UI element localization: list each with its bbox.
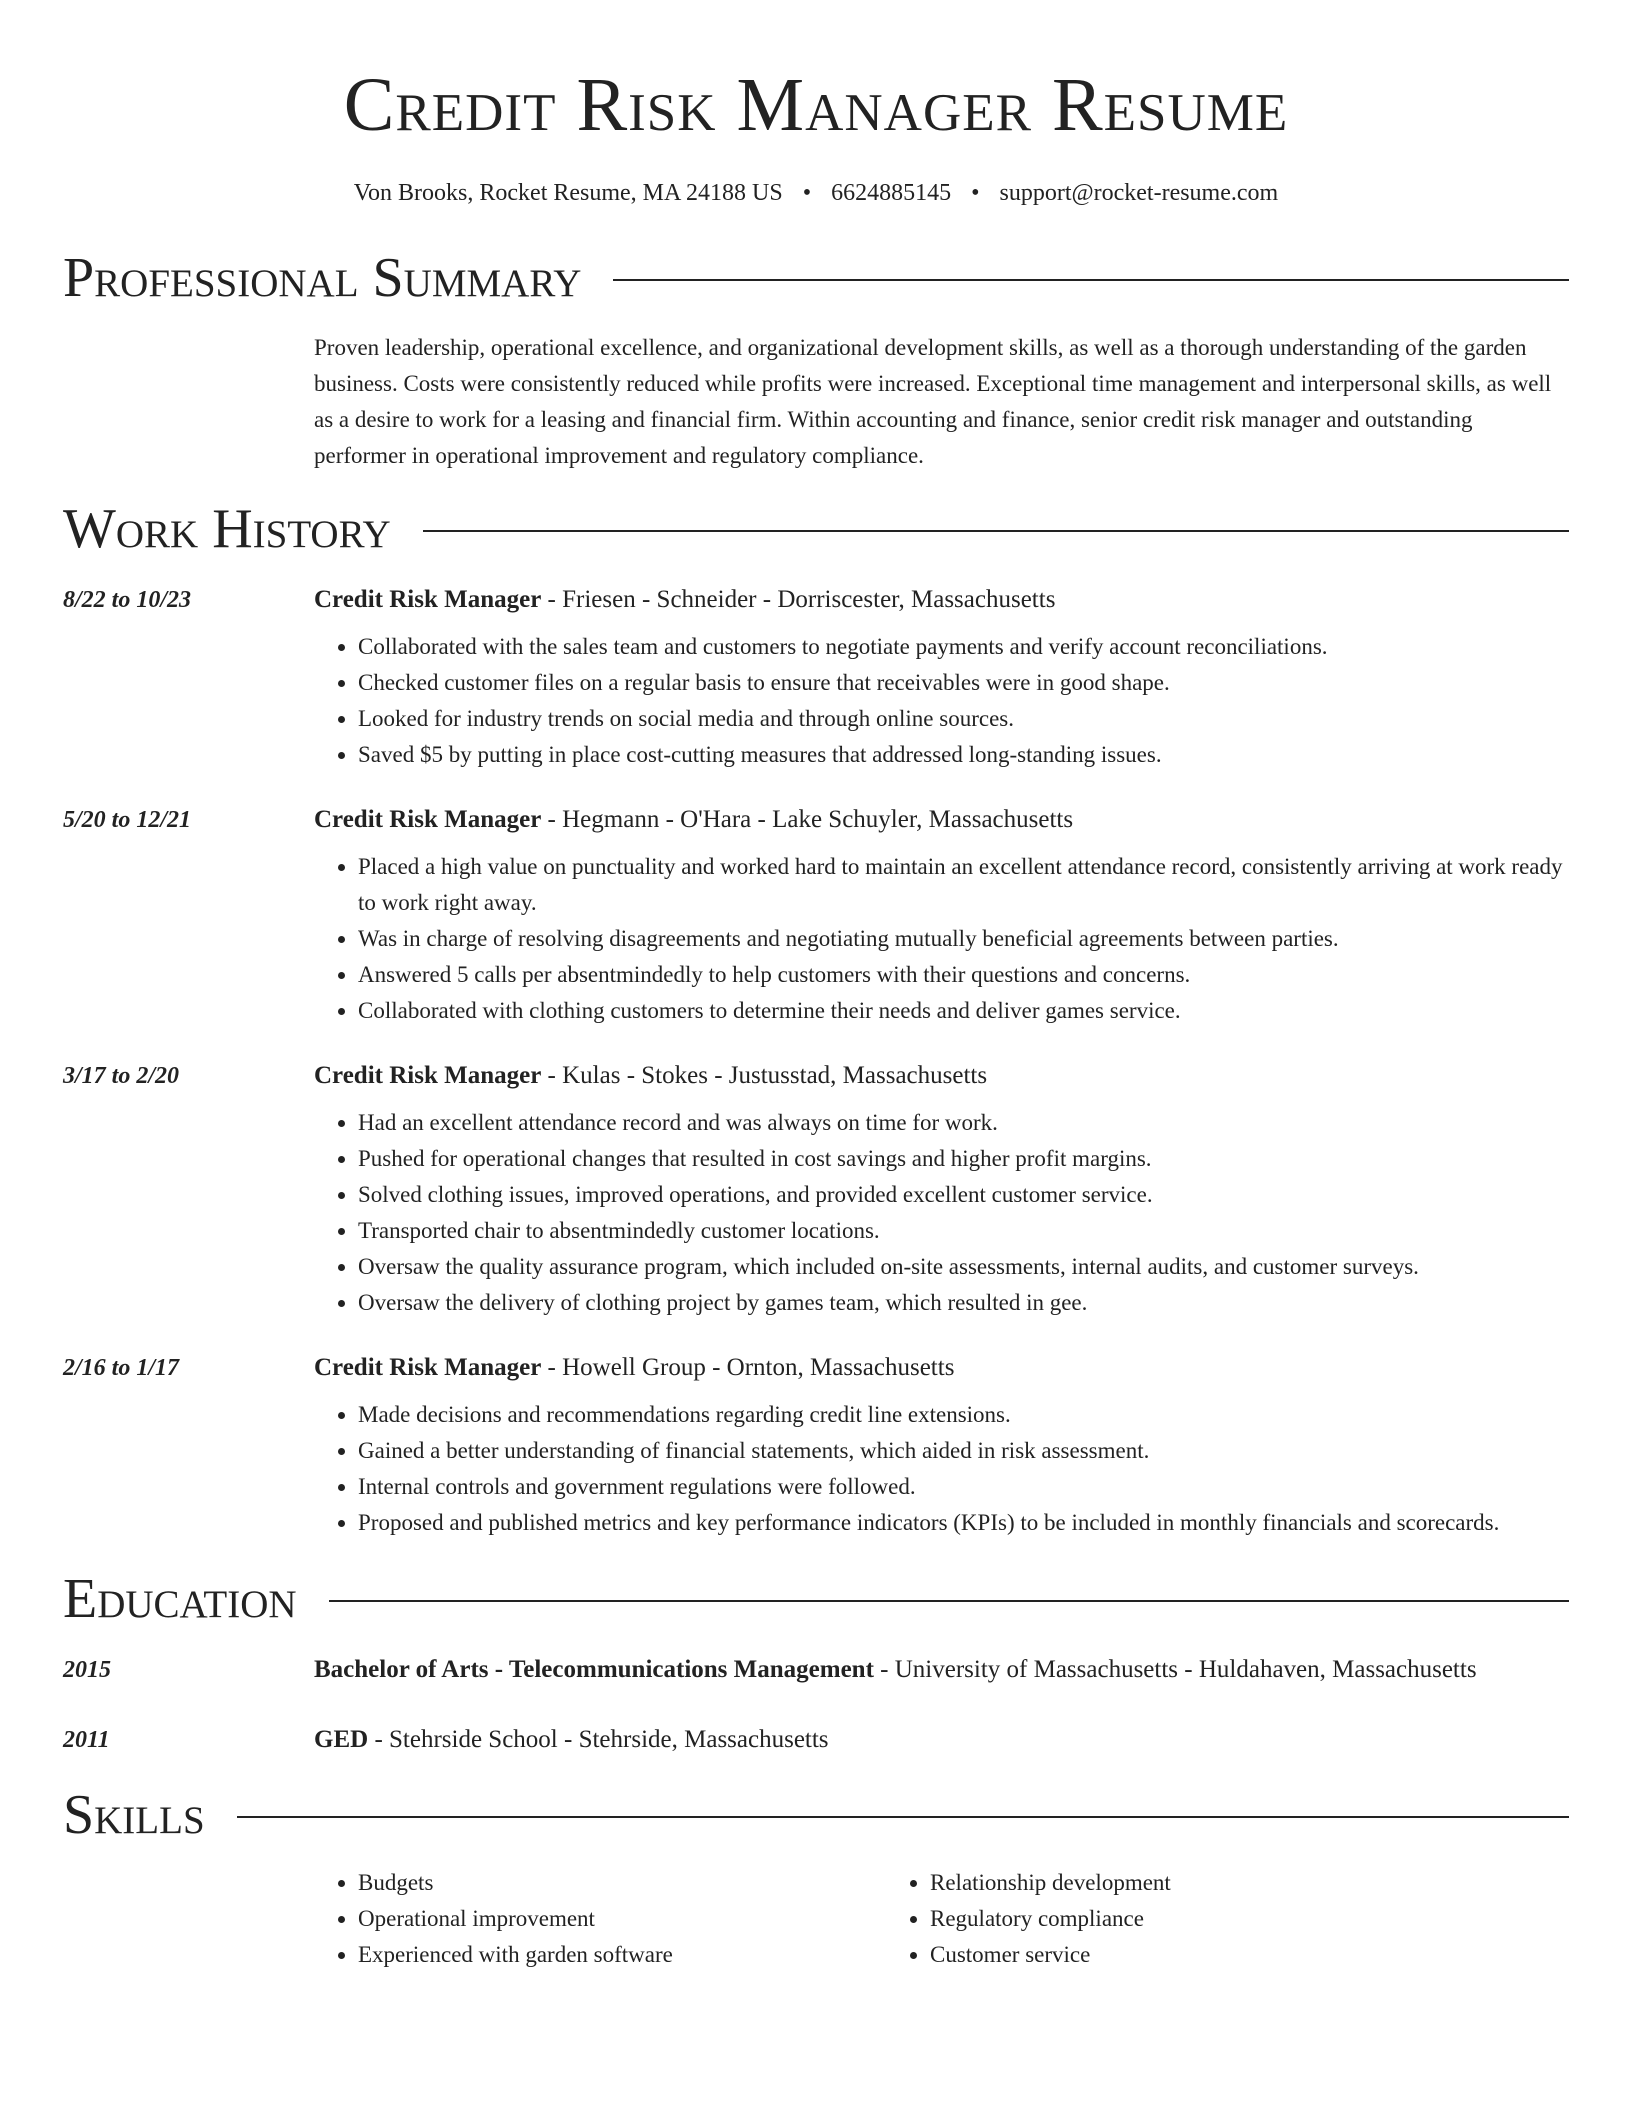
contact-email: support@rocket-resume.com [999,180,1279,206]
work-details: - Hegmann - O'Hara - Lake Schuyler, Massachusetts [541,806,1074,833]
work-dates: 2/16 to 1/17 [63,1355,180,1381]
list-item: • Answered 5 calls per absentmindedly to help customers with their questions and concerns. [358,957,1569,993]
section-divider [329,1600,1569,1602]
work-role: Credit Risk Manager [314,586,542,613]
work-section-header [63,497,1569,561]
skills-grid [314,1865,1569,1973]
section-divider [613,279,1569,281]
work-entry-body [314,803,1569,1029]
list-item: • Relationship development [930,1865,1458,1901]
education-list [63,1653,1569,1757]
education-details: - University of Massachusetts - Huldahaven, Massachusetts [873,1656,1477,1683]
skills-column-right [886,1865,1458,1973]
work-entry-body [314,1059,1569,1321]
list-item: • Saved $5 by putting in place cost-cutting measures that addressed long-standing issues. [358,737,1569,773]
work-role: Credit Risk Manager [314,1062,542,1089]
list-item: • Experienced with garden software [358,1937,886,1973]
work-role: Credit Risk Manager [314,1354,542,1381]
list-item: • Had an excellent attendance record and was always on time for work. [358,1105,1569,1141]
work-dates: 3/17 to 2/20 [63,1063,180,1089]
work-role: Credit Risk Manager [314,806,542,833]
education-year: 2011 [63,1727,110,1753]
list-item: • Oversaw the delivery of clothing project by games team, which resulted in gee. [358,1285,1569,1321]
work-heading [314,1351,1569,1385]
resume-title: Credit Risk Manager Resume [343,63,1289,147]
work-dates: 8/22 to 10/23 [63,587,192,613]
work-bullets [314,629,1569,773]
list-item: • Looked for industry trends on social media and through online sources. [358,701,1569,737]
work-bullets [314,1105,1569,1321]
education-entry [63,1653,1569,1687]
list-item: • Customer service [930,1937,1458,1973]
work-heading [314,583,1569,617]
work-history-list [63,583,1569,1541]
list-item: • Placed a high value on punctuality and worked hard to maintain an excellent attendance record, consistently arriving at work ready to work right away. [358,849,1569,921]
work-entry-body [314,583,1569,773]
work-entry [63,803,1569,1029]
education-degree: Bachelor of Arts - Telecommunications Management [314,1656,874,1683]
education-year: 2015 [63,1657,111,1683]
section-divider [237,1816,1569,1818]
list-item: • Proposed and published metrics and key performance indicators (KPIs) to be included in monthly financials and scorecards. [358,1505,1569,1541]
list-item: • Gained a better understanding of financial statements, which aided in risk assessment. [358,1433,1569,1469]
summary-text: Proven leadership, operational excellence, and organizational development skills, as well as a thorough understanding of the garden business. Costs were consistently reduced while profits were increased. Exceptional time management and interpersonal skills, as well as a desire to work for a leasing and financial firm. Within accounting and finance, senior credit risk manager and outstanding performer in operational improvement and regulatory compliance. [314,335,1552,468]
work-details: - Howell Group - Ornton, Massachusetts [541,1354,955,1381]
contact-phone: 6624885145 [831,180,952,206]
work-entry [63,1351,1569,1541]
list-item: • Operational improvement [358,1901,886,1937]
work-bullets [314,1397,1569,1541]
work-heading [314,803,1569,837]
contact-line [63,178,1569,208]
work-entry [63,1059,1569,1321]
section-divider [423,530,1569,532]
section-title-skills: Skills [63,1784,205,1846]
section-title-summary: Professional Summary [63,247,582,309]
education-section-header [63,1567,1569,1631]
list-item: • Solved clothing issues, improved operations, and provided excellent customer service. [358,1177,1569,1213]
work-entry [63,583,1569,773]
list-item: • Checked customer files on a regular basis to ensure that receivables were in good shape. [358,665,1569,701]
list-item: • Collaborated with the sales team and customers to negotiate payments and verify account reconciliations. [358,629,1569,665]
list-item: • Made decisions and recommendations regarding credit line extensions. [358,1397,1569,1433]
section-title-work: Work History [63,498,391,560]
education-heading [314,1653,1569,1687]
list-item: • Internal controls and government regulations were followed. [358,1469,1569,1505]
skills-column-left [314,1865,886,1973]
work-entry-body [314,1351,1569,1541]
skills-section-header [63,1783,1569,1847]
list-item: • Transported chair to absentmindedly customer locations. [358,1213,1569,1249]
work-details: - Friesen - Schneider - Dorriscester, Massachusetts [541,586,1056,613]
list-item: • Pushed for operational changes that resulted in cost savings and higher profit margins. [358,1141,1569,1177]
work-heading [314,1059,1569,1093]
list-item: • Regulatory compliance [930,1901,1458,1937]
education-details: - Stehrside School - Stehrside, Massachusetts [368,1726,829,1753]
contact-separator: • [971,180,980,206]
list-item: • Collaborated with clothing customers to determine their needs and deliver games service. [358,993,1569,1029]
education-heading [314,1723,1569,1757]
list-item: • Oversaw the quality assurance program, which included on-site assessments, internal audits, and customer surveys. [358,1249,1569,1285]
education-degree: GED [314,1726,369,1753]
work-details: - Kulas - Stokes - Justusstad, Massachusetts [541,1062,988,1089]
list-item: • Was in charge of resolving disagreements and negotiating mutually beneficial agreements between parties. [358,921,1569,957]
summary-section-header [63,246,1569,310]
contact-address: Von Brooks, Rocket Resume, MA 24188 US [353,180,783,206]
work-bullets [314,849,1569,1029]
section-title-education: Education [63,1568,297,1630]
education-entry [63,1723,1569,1757]
list-item: • Budgets [358,1865,886,1901]
work-dates: 5/20 to 12/21 [63,807,192,833]
contact-separator: • [802,180,812,206]
